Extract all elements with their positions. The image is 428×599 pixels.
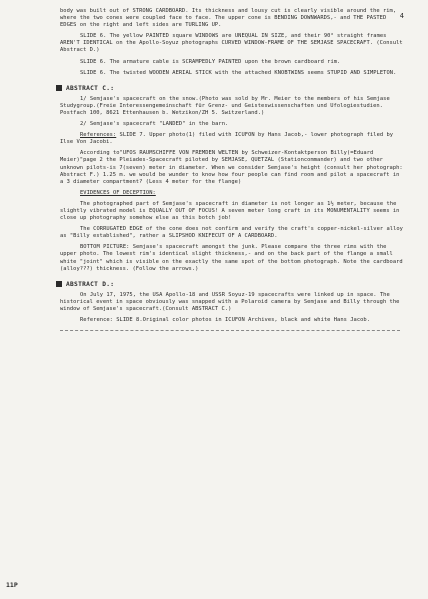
page-number: 4	[399, 12, 404, 20]
square-bullet-icon	[56, 85, 62, 91]
abstract-c-references	[60, 132, 406, 146]
paragraph-slide6-armature: SLIDE 6. The armature cable is SCRAMPEDLY PAINTED upon the brown cardboard rim.	[80, 58, 341, 65]
abstract-c-item2: 2/ Semjase's spacecraft "LANDED" in the barn.	[80, 121, 229, 128]
abstract-c-bottom-picture: BOTTOM PICTURE: Semjase's spacecraft amongst the junk. Please compare the three rims with the upper photo. The lowest rim's identical slight thickness,- and on the back part of the flange a small white "joint" which is visible on the exactly the same spot of the bottom photograph. Note the cardboard (alloy???) thickness. (Follow the arrows.)	[60, 244, 403, 272]
abstract-c-according: According to"UFOS RAUMSCHIFFE VON FREMDEN WELTEN by Schweizer-Kontaktperson Billy(=Eduard Meier)"page 2 the Pleiades-Spacecraft piloted by SEMJASE, QUETZAL (Stationcommander) and two other unknown pilots-is 7(seven) meter in diameter. When we consider Semjase's height (consult her photograph: Abstract F.) 1.25 m. we would be wunder to know how four people can find room and pilot a spacecraft in a 3 diameter compartment? (Less 4 meter for the flange)	[60, 150, 403, 185]
paragraph-cardboard-body: body was built out of STRONG CARDBOARD. Its thickness and lousy cut is clearly visible around the rim, where the two cones were coupled face to face. The upper cone is BENDING DOWNWARDS,- and THE PASTED EDGES on the right and left sides are TURLING UP.	[60, 8, 397, 29]
abstract-d-reference: Reference: SLIDE 8.Original color photos in ICUFON Archives, black and white Hans Jacob.	[80, 317, 370, 323]
corner-mark: 11P	[6, 581, 18, 589]
paragraph-slide6-windows: SLIDE 6. The yellow PAINTED square WINDOWS are UNEQUAL IN SIZE, and their 90° straight frames AREN'T IDENTICAL on the Apollo-Soyuz photographs CURVED WINDOW-FRAME OF THE SEMJASE SPACECRAFT. (Consult Abstract D.)	[60, 33, 403, 54]
abstract-c-corrugated: The CORRUGATED EDGE of the cone does not confirm and verify the craft's copper-nickel-silver alloy as "Billy established", rather a SLIPSHOD KNIFECUT OF A CARDBOARD.	[60, 226, 403, 240]
abstract-c-heading	[56, 85, 406, 92]
abstract-c-title: ABSTRACT C.:	[66, 84, 115, 92]
references-label: References:	[80, 132, 117, 139]
abstract-c-item1: 1/ Semjase's spacecraft on the snow.(Photo was sold by Mr. Meier to the members of his Semjase Studygroup.(Freie Interessengemeinschaft für Grenz- und Geisteswissenschaften und Ufologiestudien. Postfach 100, 8621 Ettenhausen b. Wetzikon/ZH 5. Switzerland.)	[60, 95, 390, 116]
paragraph-slide6-aerial: SLIDE 6. The twisted WOODEN AERIAL STICK with the attached KNOBTWINS seems STUPID AND SIMPLETON.	[80, 69, 397, 76]
evidences-heading: EVIDENCES OF DECEPTION:	[80, 189, 156, 196]
abstract-d-heading	[56, 281, 406, 288]
abstract-d-body: On July 17, 1975, the USA Apollo-18 and USSR Soyuz-19 spacecrafts were linked up in space. The historical event in space obviously was snapped with a Polaroid camera by Semjase and Billy through the window of Semjase's spacecraft.(Consult ABSTRACT C.)	[60, 291, 400, 312]
abstract-d-title: ABSTRACT D.:	[66, 280, 115, 288]
square-bullet-icon	[56, 281, 62, 287]
divider-line	[60, 330, 400, 331]
references-text: SLIDE 7. Upper photo(1) filed with ICUFON by Hans Jacob,- lower photograph filed by Ilse Von Jacobi.	[60, 132, 394, 146]
abstract-c-photographed: The photographed part of Semjase's spacecraft in diameter is not longer as 1½ meter, because the slightly vibrated model is EQUALLY OUT OF FOCUS! A seven meter long craft in its MONUMENTALITY seems in close up photography somehow else as this botch job!	[60, 200, 400, 222]
